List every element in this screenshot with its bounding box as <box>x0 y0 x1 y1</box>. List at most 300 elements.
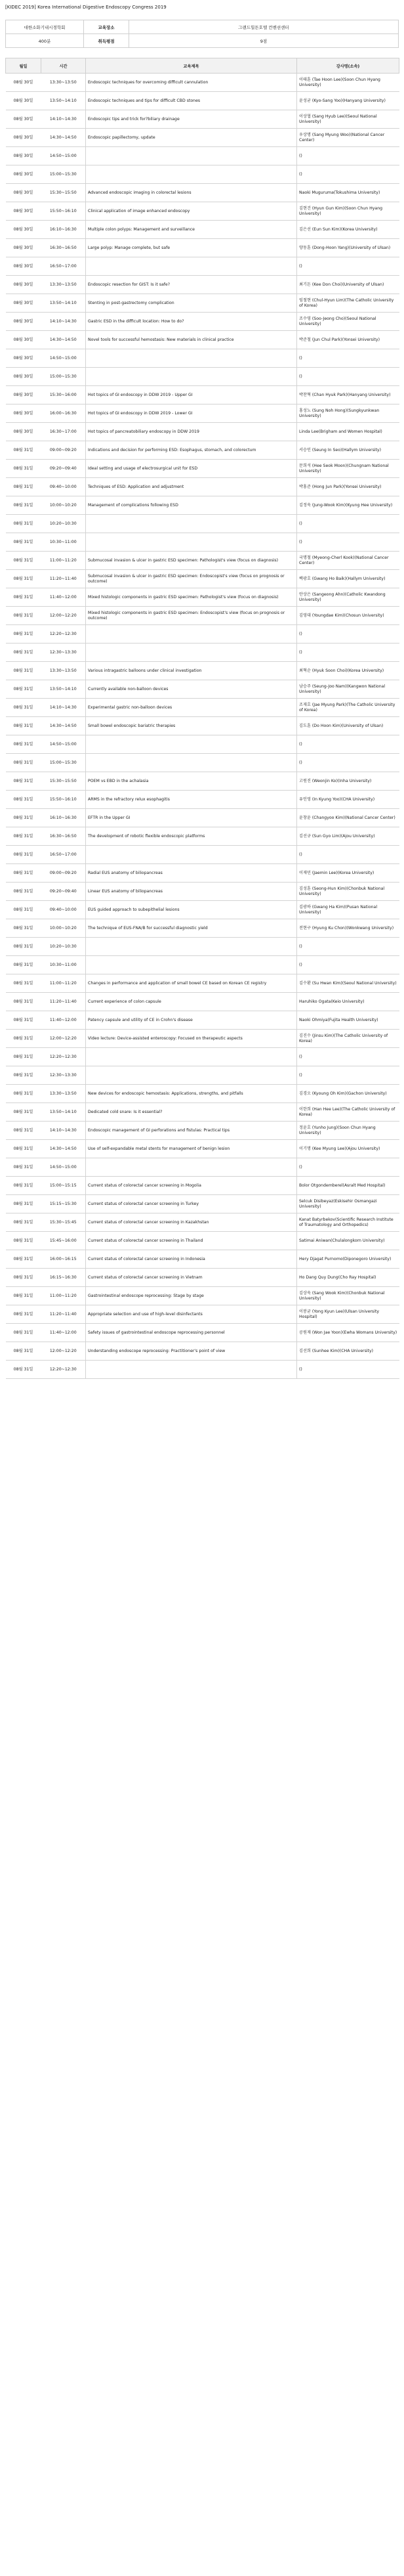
row-topic: Current status of colorectal cancer screening in Indonesia <box>86 1250 297 1269</box>
row-topic: Appropriate selection and use of high-level disinfectants <box>86 1305 297 1324</box>
table-row <box>6 1305 399 1324</box>
header-speaker: 강사명(소속) <box>297 58 399 74</box>
row-speaker: Naoki Muguruma(Tokushima University) <box>297 184 399 202</box>
table-row <box>6 588 399 607</box>
row-speaker: 박홍준 (Hong Jun Park)(Yonsei University) <box>297 478 399 496</box>
row-time: 16:30~17:00 <box>41 423 86 441</box>
row-topic: Understanding endoscope reprocessing: Practitioner's point of view <box>86 1342 297 1361</box>
credit-hours: 400분 <box>6 34 84 48</box>
row-date: 08월 31일 <box>6 644 41 662</box>
row-topic: Use of self-expandable metal stents for management of benign lesion <box>86 1140 297 1158</box>
row-topic: The development of robotic flexible endoscopic platforms <box>86 827 297 846</box>
row-date: 08월 31일 <box>6 1287 41 1305</box>
row-topic <box>86 846 297 864</box>
row-speaker: 남승주 (Seung-Joo Nam)(Kangwon National University) <box>297 680 399 699</box>
row-date: 08월 31일 <box>6 919 41 938</box>
row-time: 14:30~14:50 <box>41 1140 86 1158</box>
row-topic: Submucosal invasion & ulcer in gastric ESD specimen: Endoscopist's view (focus on prognosis or outcome) <box>86 570 297 588</box>
table-row <box>6 883 399 901</box>
row-time: 10:30~11:00 <box>41 533 86 552</box>
row-speaker: () <box>297 368 399 386</box>
row-date: 08월 31일 <box>6 809 41 827</box>
row-date: 08월 31일 <box>6 699 41 717</box>
row-topic: Submucosal invasion & ulcer in gastric ESD specimen: Pathologist's view (focus on diagnosis) <box>86 552 297 570</box>
row-time: 12:20~12:30 <box>41 1361 86 1379</box>
row-time: 14:50~15:00 <box>41 1158 86 1177</box>
row-time: 13:30~13:50 <box>41 662 86 680</box>
table-row <box>6 938 399 956</box>
row-date: 08월 31일 <box>6 1011 41 1030</box>
row-topic: Advanced endoscopic imaging in colorectal lesions <box>86 184 297 202</box>
row-speaker: 조수영 (Soo-Jeong Cho)(Seoul National University) <box>297 313 399 331</box>
row-time: 15:00~15:30 <box>41 754 86 772</box>
row-time: 16:50~17:00 <box>41 846 86 864</box>
table-row <box>6 1361 399 1379</box>
row-date: 08월 31일 <box>6 1213 41 1232</box>
header-topic: 교육제목 <box>86 58 297 74</box>
table-row <box>6 221 399 239</box>
table-row <box>6 901 399 919</box>
row-date: 08월 31일 <box>6 864 41 883</box>
row-topic: Linear EUS anatomy of biliopancreas <box>86 883 297 901</box>
row-topic: Gastric ESD in the difficult location: How to do? <box>86 313 297 331</box>
row-time: 15:45~16:00 <box>41 1232 86 1250</box>
row-topic: New devices for endoscopic hemostasis: Applications, strengths, and pitfalls <box>86 1085 297 1103</box>
row-time: 11:40~12:00 <box>41 1324 86 1342</box>
row-speaker: () <box>297 165 399 184</box>
row-topic: Endoscopic management of GI perforations and fistulas: Practical tips <box>86 1122 297 1140</box>
row-speaker: 김은선 (Eun Sun Kim)(Korea University) <box>297 221 399 239</box>
row-speaker: 김성훈 (Seong-Hun Kim)(Chonbuk National University) <box>297 883 399 901</box>
row-speaker: () <box>297 533 399 552</box>
row-time: 10:00~10:20 <box>41 919 86 938</box>
row-topic: Hot topics of GI endoscopy in DDW 2019 - Lower GI <box>86 404 297 423</box>
row-date: 08월 31일 <box>6 1140 41 1158</box>
table-row <box>6 809 399 827</box>
table-row <box>6 147 399 165</box>
credit-points: 9점 <box>129 34 399 48</box>
row-time: 12:20~12:30 <box>41 1048 86 1066</box>
row-time: 15:00~15:30 <box>41 368 86 386</box>
table-row <box>6 110 399 129</box>
row-time: 10:20~10:30 <box>41 938 86 956</box>
row-date: 08월 31일 <box>6 1269 41 1287</box>
table-row <box>6 846 399 864</box>
row-topic: Various intragastric balloons under clinical investigation <box>86 662 297 680</box>
row-topic <box>86 1361 297 1379</box>
table-row <box>6 460 399 478</box>
row-date: 08월 31일 <box>6 1030 41 1048</box>
row-time: 14:10~14:30 <box>41 1122 86 1140</box>
row-topic: Management of complications following ESD <box>86 496 297 515</box>
row-date: 08월 31일 <box>6 956 41 974</box>
row-topic: Techniques of ESD: Application and adjustment <box>86 478 297 496</box>
organizer: 대한소화기내시경학회 <box>6 20 84 34</box>
row-time: 12:20~12:30 <box>41 625 86 644</box>
row-time: 16:10~16:30 <box>41 221 86 239</box>
row-speaker: 이태훈 (Tae Hoon Lee)(Soon Chun Hyang University) <box>297 74 399 92</box>
row-date: 08월 30일 <box>6 257 41 276</box>
row-speaker: 윤창윤 (Changyoo Kim)(National Cancer Center) <box>297 809 399 827</box>
table-row <box>6 478 399 496</box>
row-time: 13:30~13:50 <box>41 1085 86 1103</box>
row-date: 08월 30일 <box>6 165 41 184</box>
row-date: 08월 30일 <box>6 386 41 404</box>
table-row <box>6 1085 399 1103</box>
row-date: 08월 31일 <box>6 460 41 478</box>
row-date: 08월 31일 <box>6 662 41 680</box>
row-time: 11:20~11:40 <box>41 1305 86 1324</box>
table-row <box>6 717 399 735</box>
row-topic: Currently available non-balloon devices <box>86 680 297 699</box>
row-date: 08월 31일 <box>6 827 41 846</box>
row-time: 09:00~09:20 <box>41 441 86 460</box>
table-row <box>6 1324 399 1342</box>
table-row <box>6 386 399 404</box>
row-date: 08월 30일 <box>6 313 41 331</box>
row-topic: Clinical application of image enhanced endoscopy <box>86 202 297 221</box>
row-topic: Hot topics of GI endoscopy in DDW 2019 - Upper GI <box>86 386 297 404</box>
row-speaker: 김경오 (Kyoung Oh Kim)(Gachon University) <box>297 1085 399 1103</box>
venue-label: 교육장소 <box>84 20 129 34</box>
row-topic: Gastrointestinal endoscope reprocessing: Stage by stage <box>86 1287 297 1305</box>
row-topic: EUS guided approach to subepithelial lesions <box>86 901 297 919</box>
table-row <box>6 699 399 717</box>
row-speaker: 김선규 (Sun Gyo Lim)(Ajou University) <box>297 827 399 846</box>
row-speaker: 김도훈 (Do Hoon Kim)(University of Ulsan) <box>297 717 399 735</box>
table-row <box>6 1122 399 1140</box>
row-date: 08월 30일 <box>6 129 41 147</box>
row-date: 08월 30일 <box>6 239 41 257</box>
row-time: 16:00~16:30 <box>41 404 86 423</box>
row-date: 08월 31일 <box>6 1085 41 1103</box>
row-date: 08월 30일 <box>6 331 41 349</box>
row-date: 08월 31일 <box>6 1342 41 1361</box>
row-topic: Ideal setting and usage of electrosurgical unit for ESD <box>86 460 297 478</box>
table-row <box>6 533 399 552</box>
row-speaker: 국명철 (Myeong-Cherl Kook)(National Cancer Center) <box>297 552 399 570</box>
row-topic: Dedicated cold snare: Is it essential? <box>86 1103 297 1122</box>
row-speaker: () <box>297 754 399 772</box>
row-speaker: 서승인 (Seung In Seo)(Hallym University) <box>297 441 399 460</box>
row-topic: Changes in performance and application of small bowel CE based on Korean CE registry <box>86 974 297 993</box>
row-speaker: 김선희 (Sunhee Kim)(CHA University) <box>297 1342 399 1361</box>
row-topic: Safety issues of gastrointestinal endoscope reprocessing personnel <box>86 1324 297 1342</box>
row-time: 15:50~16:10 <box>41 791 86 809</box>
row-speaker: Satimai Aniwan(Chulalongkorn University) <box>297 1232 399 1250</box>
row-speaker: () <box>297 735 399 754</box>
row-topic <box>86 625 297 644</box>
row-topic: Mixed histologic components in gastric ESD specimen: Pathologist's view (focus on diagnosis) <box>86 588 297 607</box>
row-time: 16:15~16:30 <box>41 1269 86 1287</box>
row-date: 08월 31일 <box>6 588 41 607</box>
table-row <box>6 239 399 257</box>
table-row <box>6 313 399 331</box>
row-time: 12:00~12:20 <box>41 1030 86 1048</box>
row-date: 08월 31일 <box>6 1177 41 1195</box>
row-speaker: () <box>297 515 399 533</box>
table-row <box>6 129 399 147</box>
row-topic: POEM vs EBD in the achalasia <box>86 772 297 791</box>
header-time: 시간 <box>41 58 86 74</box>
row-topic <box>86 754 297 772</box>
row-topic <box>86 938 297 956</box>
row-speaker: Hery Djagat Purnomo(Diponegoro University) <box>297 1250 399 1269</box>
table-row <box>6 956 399 974</box>
row-topic: Multiple colon polyps: Management and surveillance <box>86 221 297 239</box>
row-date: 08월 30일 <box>6 349 41 368</box>
row-speaker: 백광호 (Gwang Ho Baik)(Hallym University) <box>297 570 399 588</box>
table-row <box>6 1030 399 1048</box>
row-time: 11:20~11:40 <box>41 993 86 1011</box>
row-time: 10:30~11:00 <box>41 956 86 974</box>
table-row <box>6 1287 399 1305</box>
table-row <box>6 1269 399 1287</box>
row-time: 16:50~17:00 <box>41 257 86 276</box>
row-speaker: 유인영 (In Kyung Yoo)(CHA University) <box>297 791 399 809</box>
table-row <box>6 515 399 533</box>
row-topic <box>86 1048 297 1066</box>
row-speaker: 이재민 (Jaemin Lee)(Korea University) <box>297 864 399 883</box>
row-date: 08월 31일 <box>6 754 41 772</box>
row-date: 08월 30일 <box>6 276 41 294</box>
row-speaker: () <box>297 938 399 956</box>
row-topic: Endoscopic techniques and tips for difficult CBD stones <box>86 92 297 110</box>
row-speaker: Haruhiko Ogata(Keio University) <box>297 993 399 1011</box>
row-topic: Current experience of colon capsule <box>86 993 297 1011</box>
row-time: 11:40~12:00 <box>41 1011 86 1030</box>
row-topic: Current status of colorectal cancer screening in Thailand <box>86 1232 297 1250</box>
row-time: 15:00~15:15 <box>41 1177 86 1195</box>
table-row <box>6 754 399 772</box>
table-row <box>6 993 399 1011</box>
row-time: 14:10~14:30 <box>41 110 86 129</box>
table-row <box>6 1048 399 1066</box>
row-speaker: 김상욱 (Sang Wook Kim)(Chonbuk National University) <box>297 1287 399 1305</box>
row-time: 14:30~14:50 <box>41 129 86 147</box>
row-topic: Current status of colorectal cancer screening in Mogolia <box>86 1177 297 1195</box>
table-row <box>6 1232 399 1250</box>
row-time: 09:40~10:00 <box>41 901 86 919</box>
row-date: 08월 31일 <box>6 1122 41 1140</box>
row-topic: Stenting in post-gastrectomy complication <box>86 294 297 313</box>
row-date: 08월 31일 <box>6 496 41 515</box>
row-time: 15:30~15:50 <box>41 184 86 202</box>
table-row <box>6 276 399 294</box>
table-row <box>6 772 399 791</box>
row-time: 14:10~14:30 <box>41 313 86 331</box>
row-topic: Current status of colorectal cancer screening in Vietnam <box>86 1269 297 1287</box>
table-row <box>6 1250 399 1269</box>
row-date: 08월 30일 <box>6 368 41 386</box>
table-row <box>6 1066 399 1085</box>
row-speaker: () <box>297 846 399 864</box>
row-time: 14:10~14:30 <box>41 699 86 717</box>
schedule-header <box>6 58 399 74</box>
row-time: 09:20~09:40 <box>41 460 86 478</box>
row-topic: Experimental gastric non-balloon devices <box>86 699 297 717</box>
row-speaker: 전현구 (Hyung Ku Chon)(Wonkwang University) <box>297 919 399 938</box>
row-speaker: 최혁순 (Hyuk Soon Choi)(Korea University) <box>297 662 399 680</box>
row-time: 13:50~14:10 <box>41 294 86 313</box>
table-row <box>6 202 399 221</box>
table-row <box>6 404 399 423</box>
table-row <box>6 1158 399 1177</box>
row-time: 16:00~16:15 <box>41 1250 86 1269</box>
row-date: 08월 30일 <box>6 202 41 221</box>
row-date: 08월 31일 <box>6 1103 41 1122</box>
row-time: 15:30~16:00 <box>41 386 86 404</box>
row-date: 08월 31일 <box>6 993 41 1011</box>
row-topic: Endoscopic tips and trick for?biliary drainage <box>86 110 297 129</box>
row-speaker: () <box>297 644 399 662</box>
row-speaker: () <box>297 257 399 276</box>
row-topic: Radial EUS anatomy of biliopancreas <box>86 864 297 883</box>
row-speaker: () <box>297 956 399 974</box>
row-speaker: 김현건 (Hyun Gun Kim)(Soon Chun Hyang University) <box>297 202 399 221</box>
table-row <box>6 864 399 883</box>
table-row <box>6 349 399 368</box>
row-topic <box>86 1066 297 1085</box>
row-date: 08월 31일 <box>6 717 41 735</box>
row-date: 08월 31일 <box>6 1195 41 1213</box>
row-speaker: 김정욱 (Jung-Wook Kim)(Kyung Hee University) <box>297 496 399 515</box>
table-row <box>6 1011 399 1030</box>
table-row <box>6 423 399 441</box>
row-speaker: () <box>297 349 399 368</box>
table-row <box>6 92 399 110</box>
row-speaker: 우상명 (Sang Myung Woo)(National Cancer Center) <box>297 129 399 147</box>
row-topic <box>86 533 297 552</box>
row-time: 09:20~09:40 <box>41 883 86 901</box>
row-time: 14:50~15:00 <box>41 147 86 165</box>
row-date: 08월 31일 <box>6 1066 41 1085</box>
row-topic: Indications and decision for performing ESD: Esophagus, stomach, and colorectum <box>86 441 297 460</box>
row-date: 08월 31일 <box>6 607 41 625</box>
table-row <box>6 974 399 993</box>
row-topic <box>86 735 297 754</box>
row-topic: The technique of EUS-FNA/B for successful diagnostic yield <box>86 919 297 938</box>
row-time: 14:30~14:50 <box>41 331 86 349</box>
table-row <box>6 919 399 938</box>
row-speaker: 박찬혁 (Chan Hyuk Park)(Hanyang University) <box>297 386 399 404</box>
row-time: 11:00~11:20 <box>41 1287 86 1305</box>
row-speaker: Kanat Batyrbekov(Scientific Research Institute of Traumatology and Orthopedics) <box>297 1213 399 1232</box>
table-row <box>6 791 399 809</box>
row-time: 15:50~16:10 <box>41 202 86 221</box>
row-date: 08월 31일 <box>6 1232 41 1250</box>
page-title: [KIDEC 2019] Korea International Digestive Endoscopy Congress 2019 <box>5 5 167 10</box>
schedule-table <box>5 58 399 1379</box>
row-date: 08월 31일 <box>6 625 41 644</box>
row-time: 14:50~15:00 <box>41 735 86 754</box>
row-speaker: 고원진 (Weonjin Ko)(Inha University) <box>297 772 399 791</box>
row-date: 08월 31일 <box>6 735 41 754</box>
row-speaker: 윤성균 (Kyo-Sang Yoo)(Hanyang University) <box>297 92 399 110</box>
row-date: 08월 31일 <box>6 901 41 919</box>
row-date: 08월 31일 <box>6 938 41 956</box>
row-time: 15:15~15:30 <box>41 1195 86 1213</box>
table-row <box>6 1213 399 1232</box>
row-time: 09:00~09:20 <box>41 864 86 883</box>
row-topic: Novel tools for successful hemostasis: New materials in clinical practice <box>86 331 297 349</box>
row-date: 08월 31일 <box>6 552 41 570</box>
table-row <box>6 294 399 313</box>
row-date: 08월 31일 <box>6 1324 41 1342</box>
row-date: 08월 31일 <box>6 441 41 460</box>
row-time: 13:50~14:10 <box>41 92 86 110</box>
row-topic <box>86 644 297 662</box>
row-topic: Patency capsule and utility of CE in Crohn's disease <box>86 1011 297 1030</box>
table-row <box>6 607 399 625</box>
row-date: 08월 30일 <box>6 110 41 129</box>
row-date: 08월 30일 <box>6 423 41 441</box>
row-date: 08월 31일 <box>6 1048 41 1066</box>
row-time: 13:50~14:10 <box>41 1103 86 1122</box>
table-row <box>6 1195 399 1213</box>
row-time: 12:30~13:30 <box>41 644 86 662</box>
row-date: 08월 30일 <box>6 404 41 423</box>
row-speaker: 이봉균 (Yong Kyun Lee)(Ulsan University Hospital) <box>297 1305 399 1324</box>
row-topic <box>86 515 297 533</box>
table-row <box>6 1342 399 1361</box>
table-row <box>6 441 399 460</box>
row-time: 12:00~12:20 <box>41 607 86 625</box>
row-speaker: 홍성노 (Sung Noh Hong)(Sungkyunkwan University) <box>297 404 399 423</box>
row-time: 10:00~10:20 <box>41 496 86 515</box>
row-time: 13:50~14:10 <box>41 680 86 699</box>
row-date: 08월 30일 <box>6 92 41 110</box>
row-speaker: Bolor Otgondemberel(Asralt Med Hospital) <box>297 1177 399 1195</box>
row-date: 08월 31일 <box>6 1158 41 1177</box>
row-speaker: 이상협 (Sang Hyub Lee)(Seoul National University) <box>297 110 399 129</box>
row-topic: Current status of colorectal cancer screening in Turkey <box>86 1195 297 1213</box>
row-topic: Endoscopic techniques for overcoming difficult cannulation <box>86 74 297 92</box>
row-speaker: 이기명 (Kee Myung Lee)(Ajou University) <box>297 1140 399 1158</box>
row-date: 08월 30일 <box>6 294 41 313</box>
row-date: 08월 31일 <box>6 478 41 496</box>
row-time: 15:30~15:45 <box>41 1213 86 1232</box>
table-row <box>6 552 399 570</box>
row-topic: Endoscopic papillectomy, update <box>86 129 297 147</box>
row-speaker: 최기돈 (Kee Don Choi)(University of Ulsan) <box>297 276 399 294</box>
row-topic: ARMS in the refractory relux esophagitis <box>86 791 297 809</box>
row-speaker: 김진수 (Jinsu Kim)(The Catholic University of Korea) <box>297 1030 399 1048</box>
row-topic: EFTR in the Upper GI <box>86 809 297 827</box>
schedule-body <box>6 74 399 1379</box>
table-row <box>6 165 399 184</box>
row-date: 08월 31일 <box>6 680 41 699</box>
row-topic <box>86 349 297 368</box>
row-topic <box>86 147 297 165</box>
row-speaker: 양동훈 (Dong-Hoon Yang)(University of Ulsan) <box>297 239 399 257</box>
row-speaker: Linda Lee(Brigham and Women Hospital) <box>297 423 399 441</box>
row-speaker: 김광하 (Gwang Ha Kim)(Pusan National University) <box>297 901 399 919</box>
row-topic: Endoscopic resection for GIST: Is it safe? <box>86 276 297 294</box>
row-date: 08월 31일 <box>6 570 41 588</box>
row-date: 08월 30일 <box>6 147 41 165</box>
row-speaker: Selcuk Disibeyaz(Eskisehir Osmangazi University) <box>297 1195 399 1213</box>
row-speaker: 임철현 (Chul-Hyun Lim)(The Catholic University of Korea) <box>297 294 399 313</box>
table-row <box>6 496 399 515</box>
row-speaker: () <box>297 147 399 165</box>
row-speaker: () <box>297 625 399 644</box>
table-row <box>6 662 399 680</box>
row-speaker: 김수환 (Su Hwan Kim)(Seoul National University) <box>297 974 399 993</box>
row-time: 11:00~11:20 <box>41 974 86 993</box>
row-speaker: 공원재 (Won Jae Yoon)(Ewha Womans University) <box>297 1324 399 1342</box>
row-time: 09:40~10:00 <box>41 478 86 496</box>
